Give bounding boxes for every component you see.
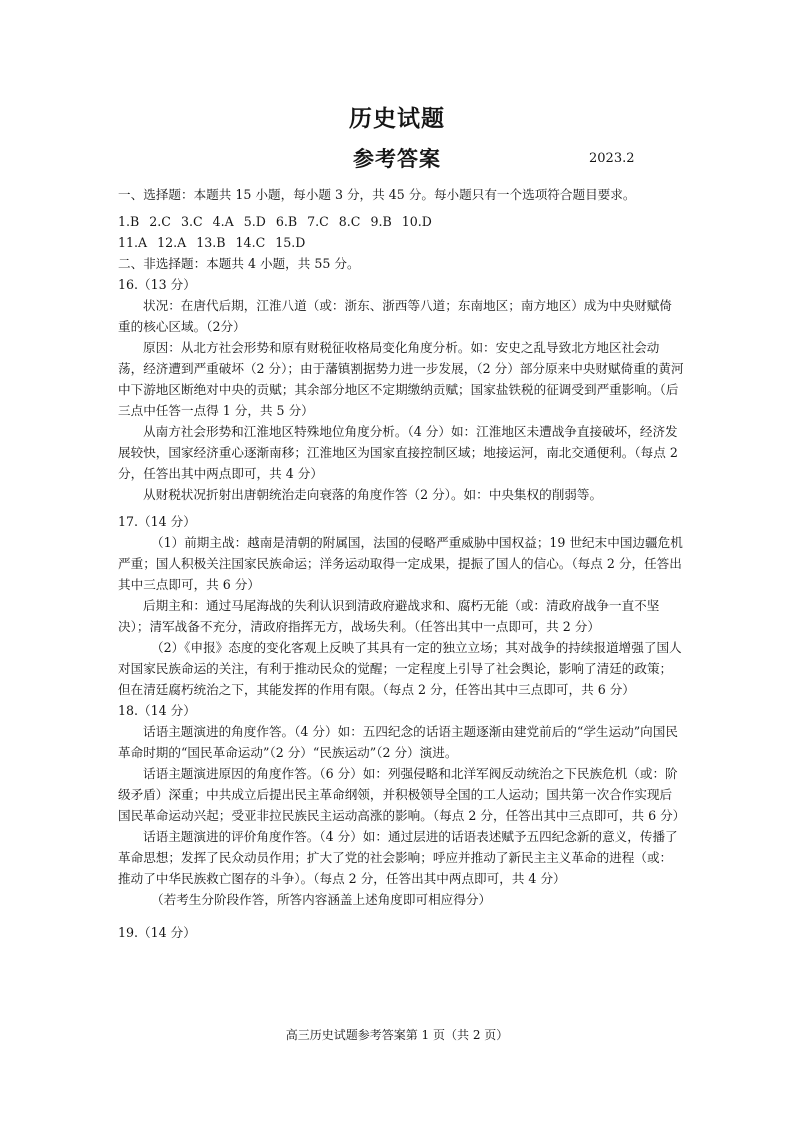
page-footer: 高三历史试题参考答案第 1 页（共 2 页） [285,1028,509,1042]
answer-item: 8.C [338,214,361,229]
q17-paragraph: （1）前期主战：越南是清朝的附属国，法国的侵略严重威胁中国权益；19 世纪末中国边疆危机严重；国人积极关注国家民族命运；洋务运动取得一定成果，提振了国人的信心。（每点 2 分，任答出其中三点即可，共 6 分） [118,535,683,592]
answer-item: 6.B [275,214,298,229]
answer-item: 11.A [118,235,148,250]
answer-content [118,184,684,943]
answer-item: 12.A [157,235,187,250]
q16-paragraph: 原因：从北方社会形势和原有财税征收格局变化角度分析。如：安史之乱导致北方地区社会动荡，经济遭到严重破坏（2 分）；由于藩镇割据势力进一步发展，（2 分）部分原来中央财赋倚重的黄河中下游地区断绝对中央的贡赋；其余部分地区不定期缴纳贡赋；国家盐铁税的征调受到严重影响。（后三点中任答一点得 1 分，共 5 分） [118,340,684,418]
page-subtitle: 参考答案 [353,146,441,171]
q18-label: 18.（14 分） [118,703,196,718]
section2-heading: 二、非选择题：本题共 4 小题，共 55 分。 [118,256,360,271]
answer-item: 15.D [275,235,306,250]
answer-item: 10.D [401,214,432,229]
answer-item: 13.B [196,235,226,250]
q16-paragraph: 从财税状况折射出唐朝统治走向衰落的角度作答（2 分）。如：中央集权的削弱等。 [143,487,603,502]
section1-heading: 一、选择题：本题共 15 小题，每小题 3 分，共 45 分。每小题只有一个选项符合题目要求。 [118,187,636,202]
q18-paragraph: 话语主题演进原因的角度作答。（6 分）如：列强侵略和北洋军阀反动统治之下民族危机（或：阶级矛盾）深重；中共成立后提出民主革命纲领，并积极领导全国的工人运动；国共第一次合作实现后国民革命运动兴起；受亚非拉民族民主运动高涨的影响。（每点 2 分，任答出其中三点即可，共 6 分） [118,766,686,823]
q17-label: 17.（14 分） [118,514,196,529]
choice-answers-row-1 [118,211,684,232]
q16-label: 16.（13 分） [118,277,196,292]
answer-item: 3.C [180,214,203,229]
q16-paragraph: 从南方社会形势和江淮地区特殊地位角度分析。（4 分）如：江淮地区未遭战争直接破坏，经济发展较快，国家经济重心逐渐南移；江淮地区为国家直接控制区域；地接运河，南北交通便利。（每点 2 分，任答出其中两点即可，共 4 分） [118,424,678,481]
answer-item: 5.D [243,214,266,229]
q18-paragraph: 话语主题演进的评价角度作答。（4 分）如：通过层进的话语表述赋予五四纪念新的意义，传播了革命思想；发挥了民众动员作用；扩大了党的社会影响；呼应并推动了新民主主义革命的进程（或：推动了中华民族救亡图存的斗争）。（每点 2 分，任答出其中两点即可，共 4 分） [118,829,678,886]
choice-answers-row-2 [118,232,684,253]
answer-item: 14.C [235,235,266,250]
page-title: 历史试题 [349,105,445,132]
answer-item: 9.B [370,214,392,229]
q18-note: （若考生分阶段作答，所答内容涵盖上述角度即可相应得分） [151,892,492,907]
q16-paragraph: 状况：在唐代后期，江淮八道（或：浙东、浙西等八道；东南地区；南方地区）成为中央财赋倚重的核心区域。（2分） [118,298,672,334]
answer-item: 2.C [149,214,171,229]
q19-label: 19.（14 分） [118,925,196,940]
q17-paragraph: 后期主和：通过马尾海战的失利认识到清政府避战求和、腐朽无能（或：清政府战争一直不坚决）；清军战备不充分，清政府指挥无方，战场失利。（任答出其中一点即可，共 2 分） [118,598,660,634]
answer-item: 1.B [118,214,140,229]
answer-item: 4.A [212,214,234,229]
answer-item: 7.C [307,214,329,229]
date-label: 2023.2 [589,151,635,166]
q17-paragraph: （2）《申报》态度的变化客观上反映了其具有一定的独立立场；其对战争的持续报道增强了国人对国家民族命运的关注，有利于推动民众的觉醒；一定程度上引导了社会舆论，影响了清廷的政策；但在清廷腐朽统治之下，其能发挥的作用有限。（每点 2 分，任答出其中三点即可，共 6 分） [118,640,682,697]
q18-paragraph: 话语主题演进的角度作答。（4 分）如：五四纪念的话语主题逐渐由建党前后的“学生运动”向国民革命时期的“国民革命运动”（2 分）“民族运动”（2 分）演进。 [118,724,678,760]
